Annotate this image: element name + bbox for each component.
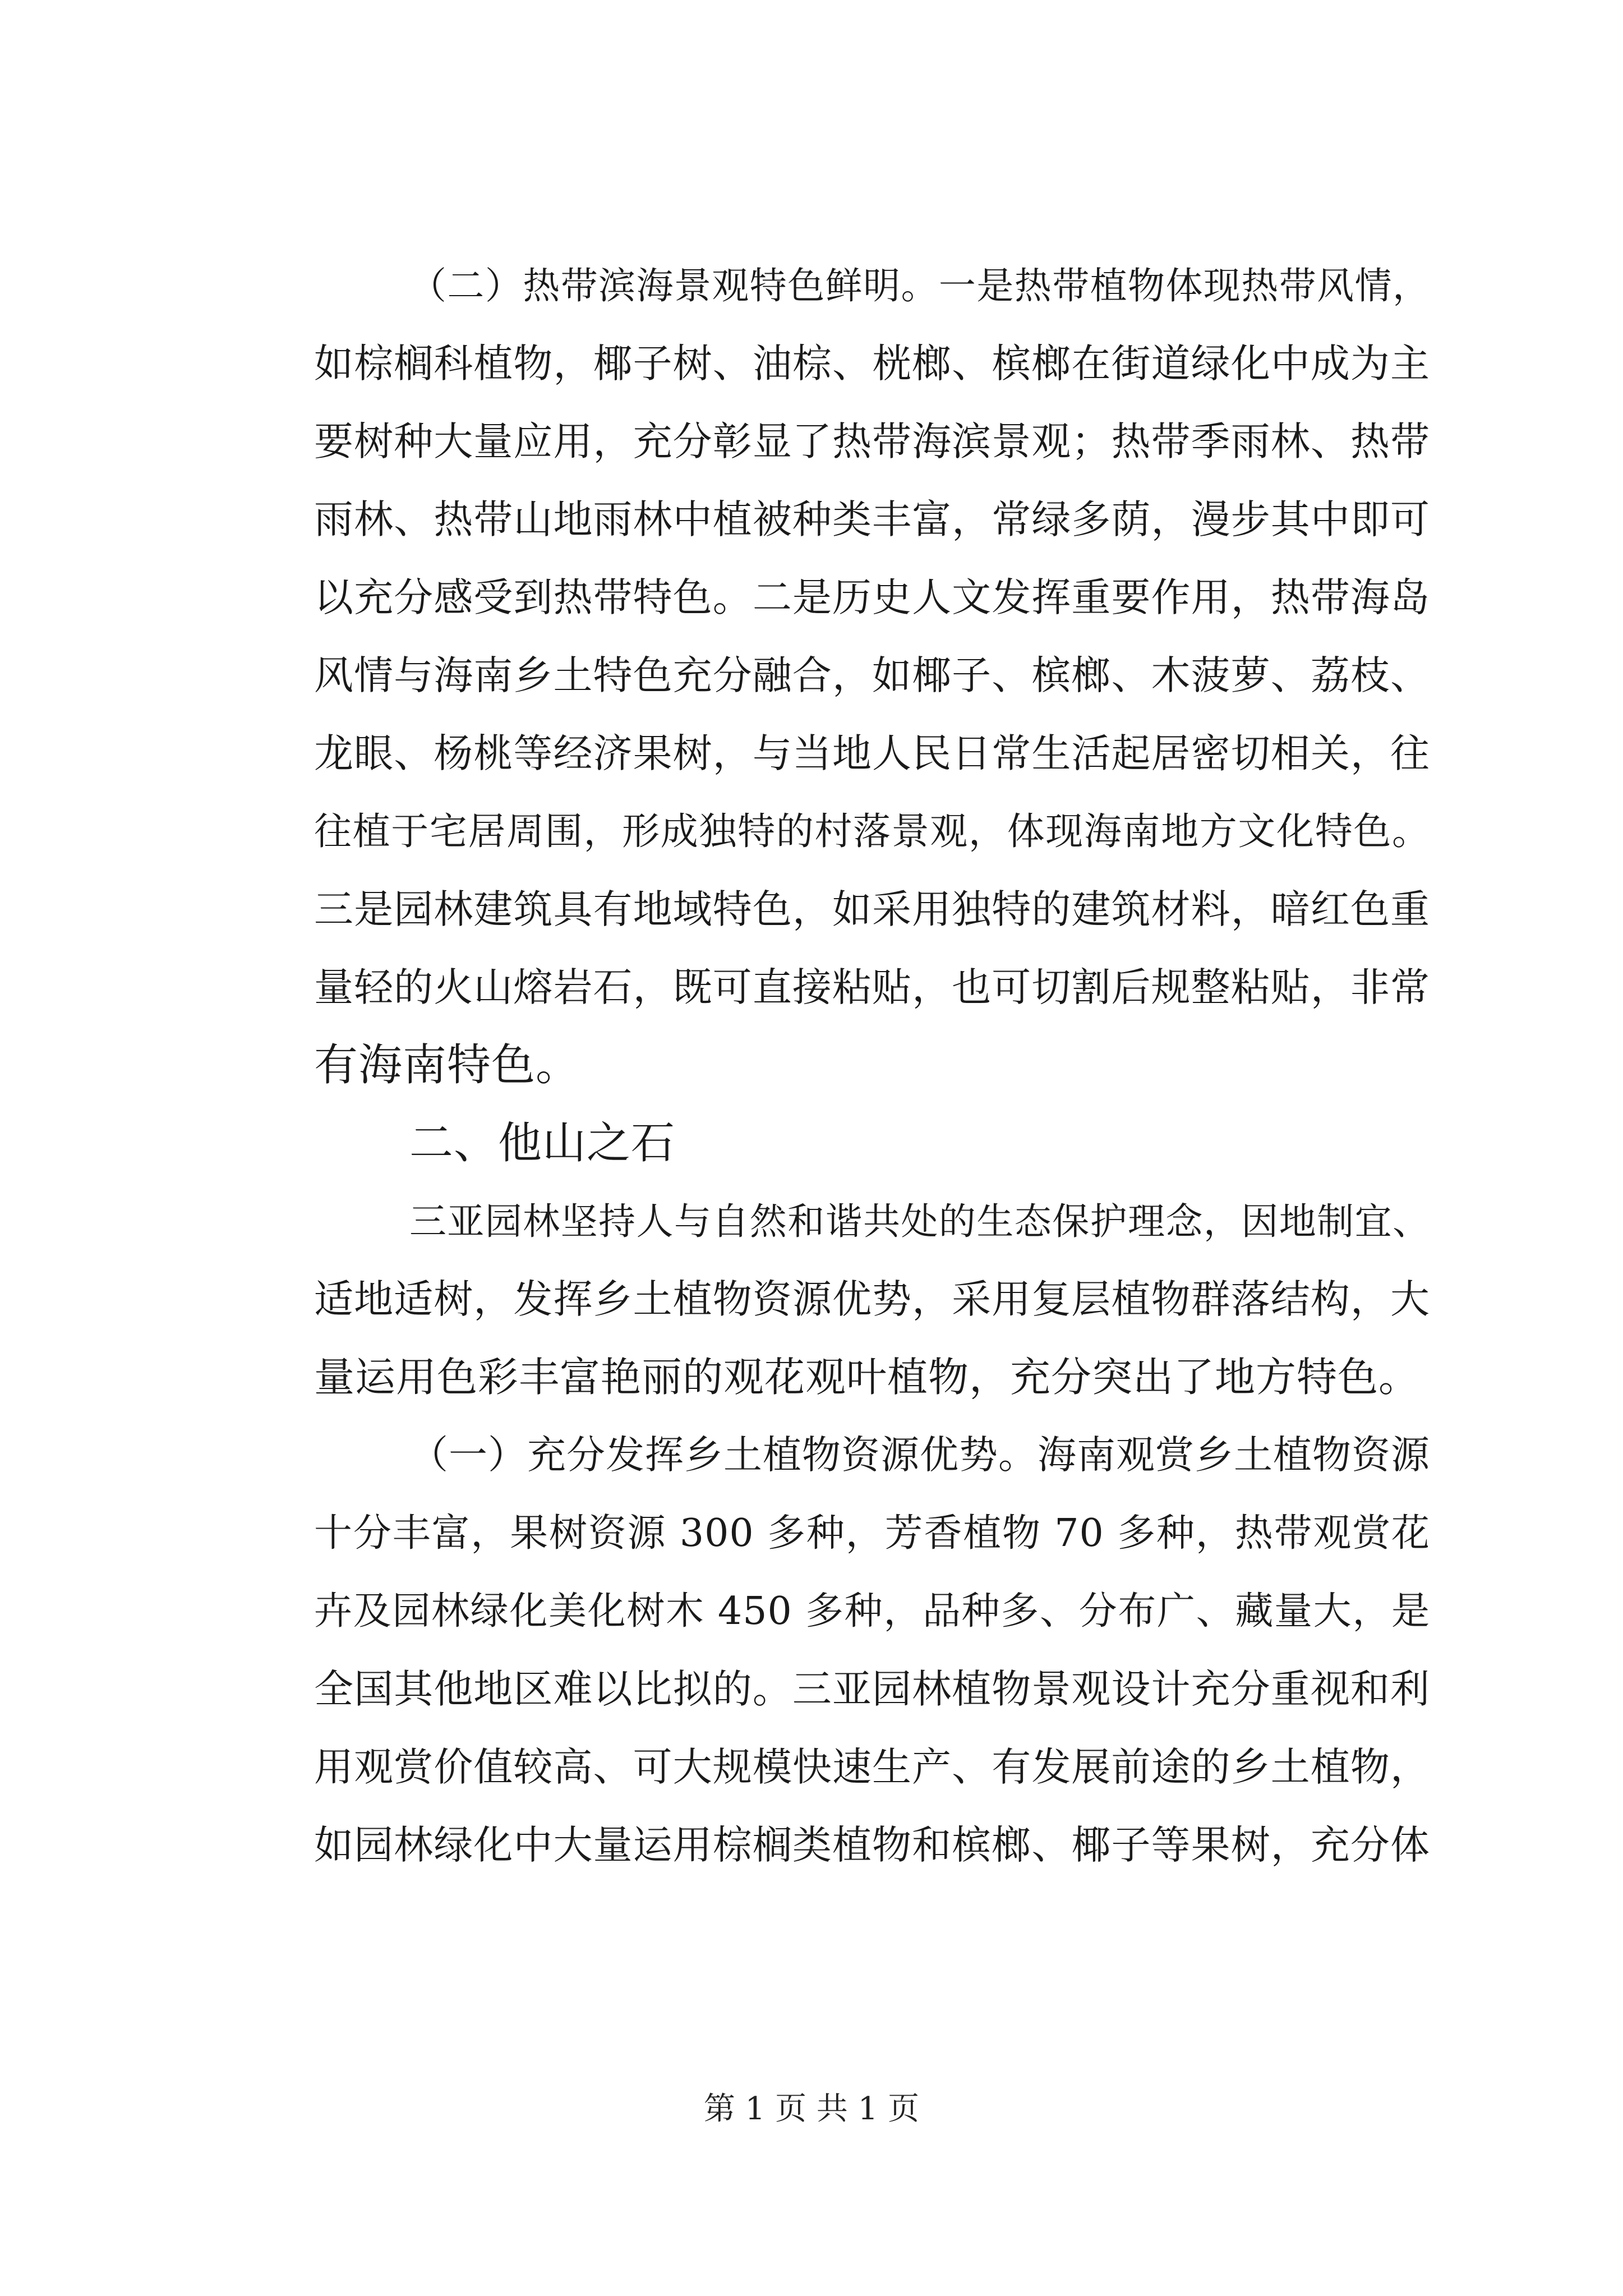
text-line: 如园林绿化中大量运用棕榈类植物和槟榔、椰子等果树，充分体: [314, 1822, 1430, 1868]
text-line: 量运用色彩丰富艳丽的观花观叶植物，充分突出了地方特色。: [314, 1354, 1420, 1401]
text-line: 适地适树，发挥乡土植物资源优势，采用复层植物群落结构，大: [314, 1276, 1430, 1322]
text-line: 如棕榈科植物，椰子树、油棕、桄榔、槟榔在街道绿化中成为主: [314, 341, 1430, 386]
text-line: 全国其他地区难以比拟的。三亚园林植物景观设计充分重视和利: [314, 1666, 1430, 1712]
text-line: （一）充分发挥乡土植物资源优势。海南观赏乡土植物资源: [409, 1433, 1430, 1478]
text-line: 卉及园林绿化美化树木 450 多种，品种多、分布广、藏量大，是: [314, 1589, 1430, 1634]
text-line: 量轻的火山熔岩石，既可直接粘贴，也可切割后规整粘贴，非常: [314, 964, 1430, 1010]
text-line: 有海南特色。: [314, 1040, 580, 1091]
document-body: [314, 247, 1430, 1884]
text-line: 三亚园林坚持人与自然和谐共处的生态保护理念，因地制宜、: [409, 1200, 1430, 1243]
text-line: 风情与海南乡土特色充分融合，如椰子、槟榔、木菠萝、荔枝、: [314, 652, 1430, 698]
page-footer: 第 1 页 共 1 页: [703, 2091, 920, 2127]
text-line: 十分丰富，果树资源 300 多种，芳香植物 70 多种，热带观赏花: [314, 1511, 1430, 1556]
text-line: 二、他山之石: [409, 1118, 676, 1168]
text-line: 雨林、热带山地雨林中植被种类丰富，常绿多荫，漫步其中即可: [314, 496, 1430, 542]
text-line: 用观赏价值较高、可大规模快速生产、有发展前途的乡土植物，: [314, 1744, 1430, 1790]
text-line: 三是园林建筑具有地域特色，如采用独特的建筑材料，暗红色重: [314, 886, 1430, 932]
text-line: 往植于宅居周围，形成独特的村落景观，体现海南地方文化特色。: [314, 809, 1430, 853]
text-line: （二）热带滨海景观特色鲜明。一是热带植物体现热带风情，: [409, 264, 1430, 307]
text-line: 龙眼、杨桃等经济果树，与当地人民日常生活起居密切相关，往: [314, 730, 1430, 776]
text-line: 要树种大量应用，充分彰显了热带海滨景观；热带季雨林、热带: [314, 418, 1430, 464]
text-line: 以充分感受到热带特色。二是历史人文发挥重要作用，热带海岛: [314, 574, 1430, 620]
